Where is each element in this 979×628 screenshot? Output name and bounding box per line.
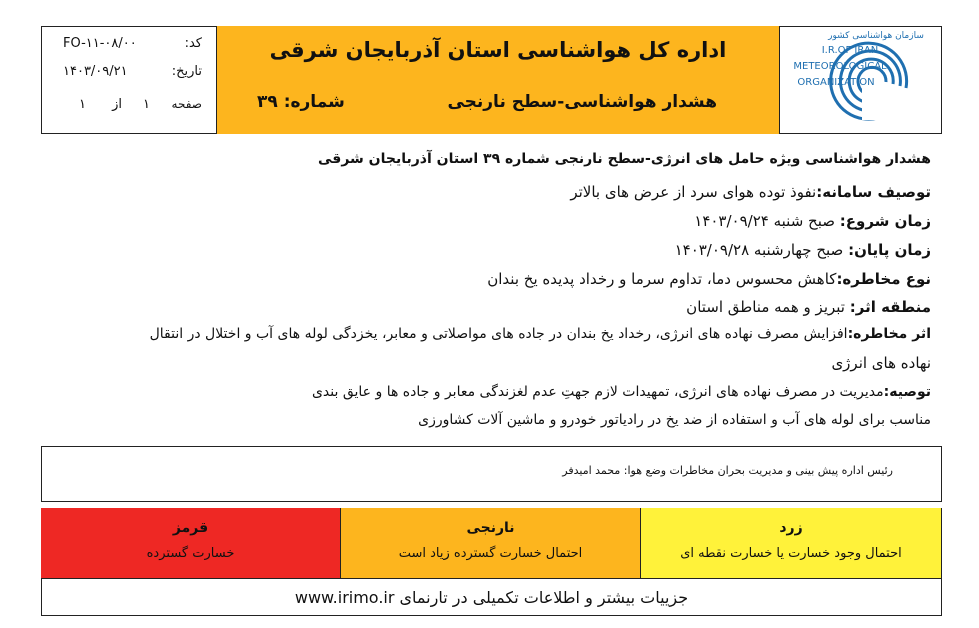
end-time-row <box>675 241 931 259</box>
warning-heading: هشدار هواشناسی ویژه حامل های انرژی-سطح نارنجی شماره ۳۹ استان آذربایجان شرقی <box>318 151 931 167</box>
footer-website-note: جزییات بیشتر و اطلاعات تکمیلی در تارنمای www.irimo.ir <box>294 588 689 607</box>
code-row <box>41 33 216 57</box>
legend-yellow-desc: احتمال وجود خسارت یا خسارت نقطه ای <box>680 546 902 561</box>
page-label: صفحه <box>171 97 202 111</box>
hazard-value: کاهش محسوس دما، تداوم سرما و رخداد پدیده یخ بندان <box>487 270 837 288</box>
end-label: زمان پایان: <box>848 241 931 259</box>
code-label: کد: <box>184 36 202 51</box>
area-value: تبریز و همه مناطق استان <box>686 298 845 316</box>
warning-number <box>257 92 345 112</box>
legend-yellow-title: زرد <box>779 520 803 536</box>
date-label: تاریخ: <box>171 64 202 79</box>
warning-subtitle: هشدار هواشناسی-سطح نارنجی <box>447 92 717 112</box>
area-label: منطقه اثر: <box>849 298 931 316</box>
legend-red-title: قرمز <box>172 520 209 536</box>
end-value: صبح چهارشنبه ۱۴۰۳/۰۹/۲۸ <box>674 241 844 259</box>
logo-line2: METEOROLOGICAL <box>793 61 887 72</box>
impact-area-row <box>686 298 931 316</box>
page-row <box>41 94 216 118</box>
effect-value-line2: نهاده های انرژی <box>831 354 931 372</box>
date-value: ۱۴۰۳/۰۹/۲۱ <box>63 64 128 79</box>
meteorological-organization-logo <box>780 26 940 132</box>
start-label: زمان شروع: <box>839 212 931 230</box>
legend-orange-desc: احتمال خسارت گسترده زیاد است <box>398 546 583 561</box>
page-total: ۱ <box>79 97 86 112</box>
header-title-block <box>217 26 780 134</box>
hazard-effect-row <box>150 326 931 342</box>
recommendation-label: توصیه: <box>883 384 931 400</box>
logo-line1: I.R.OF IRAN <box>821 45 879 56</box>
legend-red-desc: خسارت گسترده <box>146 546 235 561</box>
system-value: نفوذ توده هوای سرد از عرض های بالاتر <box>570 183 817 201</box>
page-title: اداره کل هواشناسی استان آذربایجان شرقی <box>269 38 727 62</box>
recommendation-line2: مناسب برای لوله های آب و استفاده از ضد یخ در رادیاتور خودرو و ماشین آلات کشاورزی <box>418 412 931 428</box>
system-label: توصیف سامانه: <box>816 183 931 201</box>
effect-value-line1: افزایش مصرف نهاده های انرژی، رخداد یخ بندان در جاده های مواصلاتی و معابر، یخزدگی لوله های آب و اختلال در انتقال <box>149 326 848 342</box>
page-of: از <box>112 97 122 112</box>
legend-orange-title: نارنجی <box>466 520 515 536</box>
logo-text-fa: سازمان هواشناسی کشور <box>828 31 924 41</box>
legend-yellow <box>641 508 942 579</box>
number-value: ۳۹ <box>257 92 278 112</box>
logo-line3: ORGANIZATION <box>797 77 875 88</box>
legend-red <box>41 508 341 579</box>
hazard-label: نوع مخاطره: <box>836 270 931 288</box>
page-current: ۱ <box>143 97 150 112</box>
system-description-row <box>570 183 931 201</box>
start-value: صبح شنبه ۱۴۰۳/۰۹/۲۴ <box>694 212 835 230</box>
recommendation-row <box>312 384 931 400</box>
date-row <box>41 61 216 85</box>
hazard-type-row <box>487 270 931 288</box>
start-time-row <box>694 212 931 230</box>
number-label: شماره: <box>283 92 345 112</box>
recommendation-line1: مدیریت در مصرف نهاده های انرژی، تمهیدات لازم جهتِ عدم لغزندگی معابر و جاده ها و عایق بندی <box>311 384 884 400</box>
header-meta-block <box>41 26 217 134</box>
logo-block <box>780 26 942 134</box>
effect-label: اثر مخاطره: <box>847 326 931 342</box>
code-value: FO-۱۱-۰۸/۰۰ <box>63 36 137 51</box>
legend-orange <box>341 508 641 579</box>
signature-text: رئیس اداره پیش بینی و مدیریت بحران مخاطرات وضع هوا: محمد امیدفر <box>562 464 893 477</box>
signature-box <box>41 446 942 502</box>
